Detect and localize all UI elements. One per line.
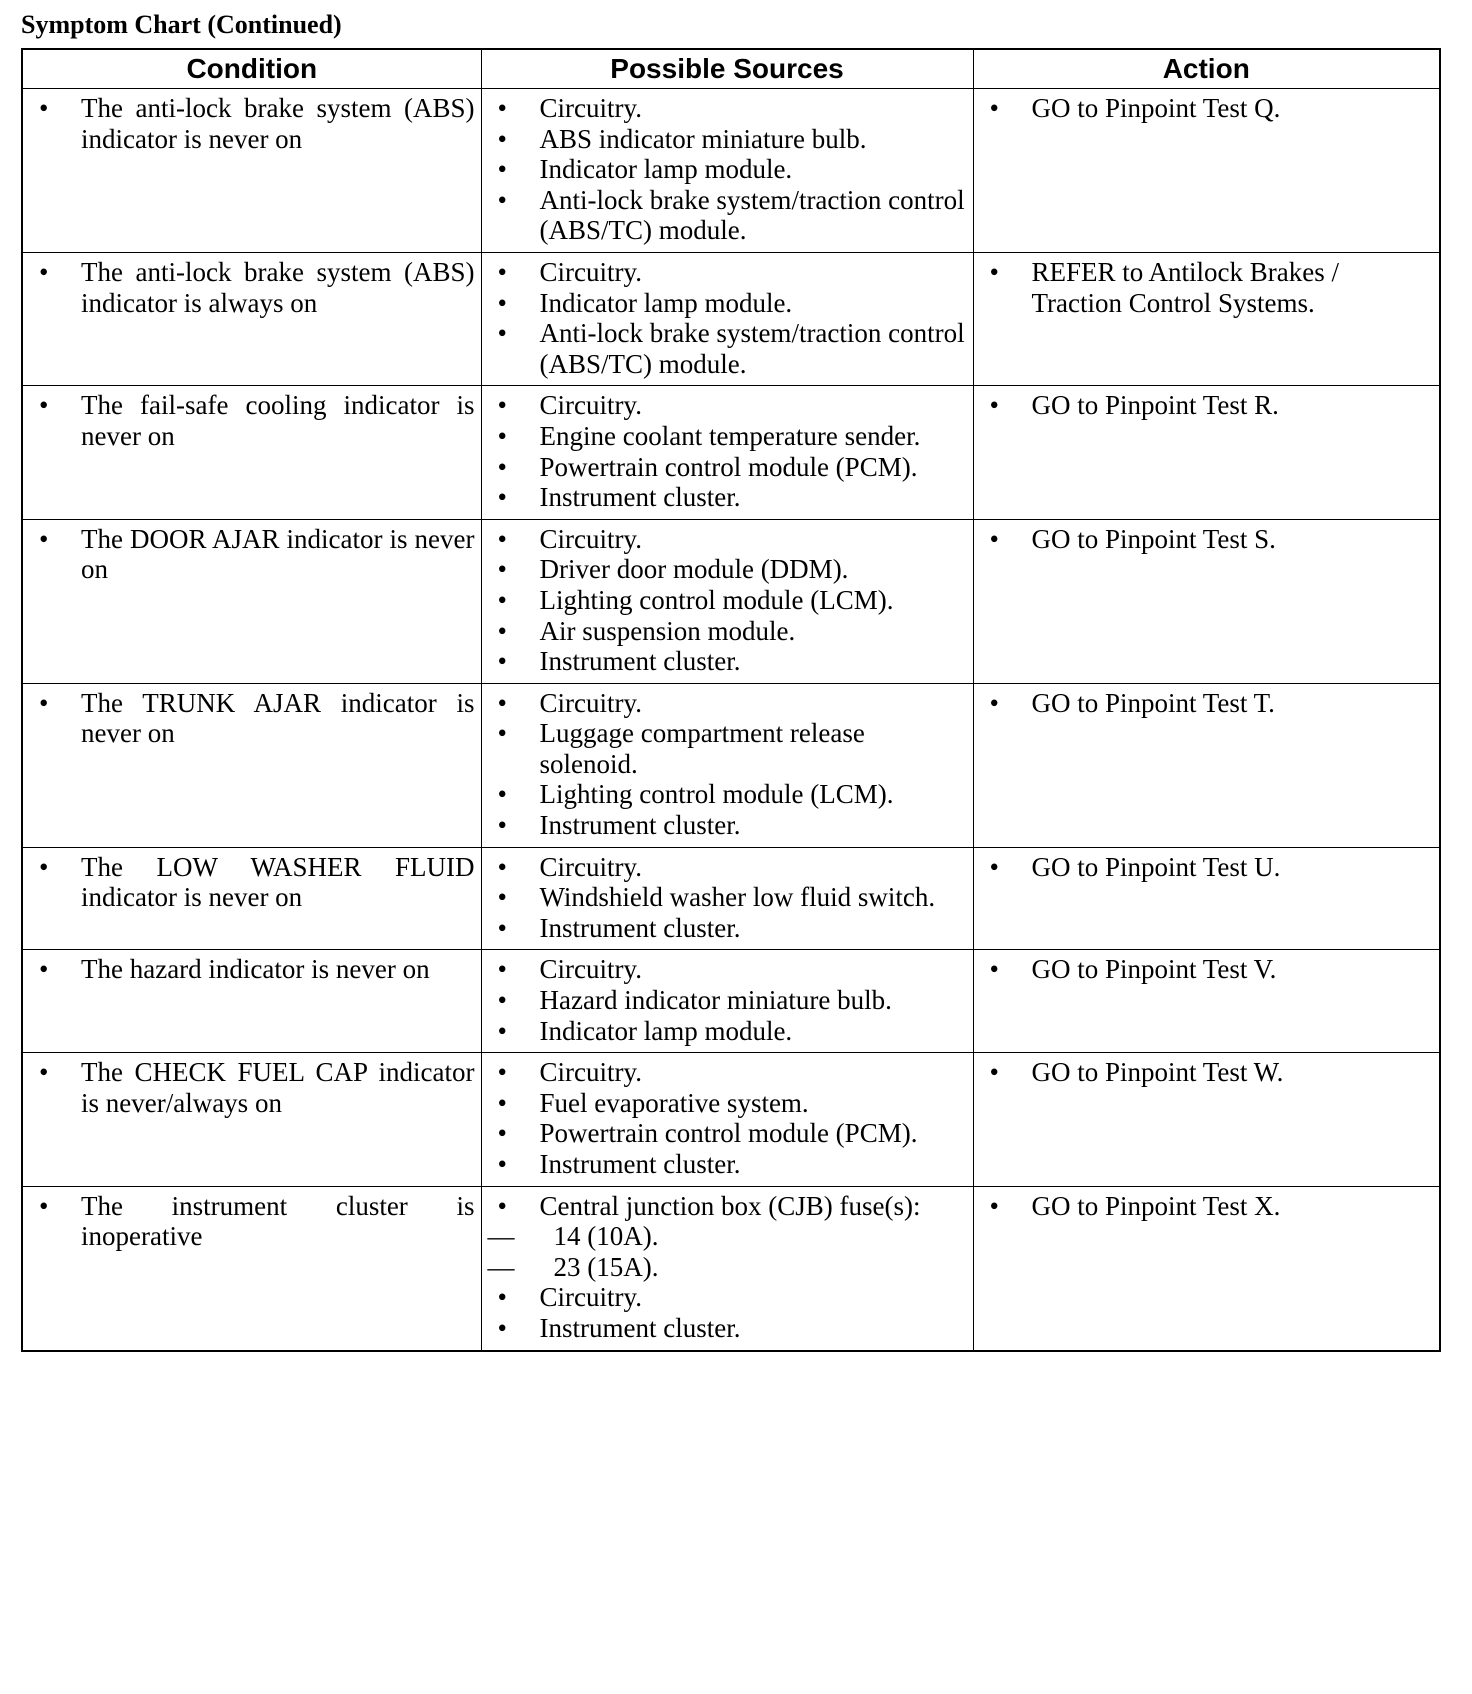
action-cell — [973, 386, 1440, 519]
source-text: Circuitry. — [539, 1282, 642, 1313]
source-text: Indicator lamp module. — [539, 1015, 793, 1046]
action-text: • GO to Pinpoint Test S. — [980, 524, 1434, 555]
source-text: Circuitry. — [539, 523, 642, 554]
condition-text: • The DOOR AJAR indicator is never on — [29, 524, 475, 585]
possible-sources-cell — [481, 1053, 973, 1186]
source-item — [488, 954, 967, 985]
table-row — [22, 1053, 1440, 1186]
fuse-item: — 23 (15A). — [488, 1252, 967, 1283]
sources-list — [488, 390, 967, 512]
condition-text: • The LOW WASHER FLUID indicator is never on — [29, 852, 475, 913]
source-item — [488, 93, 967, 124]
source-text: Windshield washer low fluid switch. — [539, 882, 936, 913]
source-item — [488, 554, 967, 585]
source-item — [488, 810, 967, 841]
header-action: Action — [973, 49, 1440, 89]
source-text: Luggage compartment release solenoid. — [539, 718, 865, 779]
source-item — [488, 882, 967, 913]
source-text: Circuitry. — [539, 851, 642, 882]
sources-list — [488, 852, 967, 944]
source-item — [488, 1191, 967, 1283]
source-text: Instrument cluster. — [539, 482, 741, 513]
condition-cell — [22, 847, 481, 950]
sources-list — [488, 524, 967, 677]
table-body — [22, 89, 1440, 1351]
action-text: • GO to Pinpoint Test R. — [980, 390, 1434, 421]
source-text: Circuitry. — [539, 1057, 642, 1088]
source-item — [488, 482, 967, 513]
action-cell — [973, 683, 1440, 847]
condition-text: • The hazard indicator is never on — [29, 954, 475, 985]
source-item — [488, 688, 967, 719]
action-cell — [973, 1053, 1440, 1186]
action-text: • GO to Pinpoint Test X. — [980, 1191, 1434, 1222]
condition-text: • The anti-lock brake system (ABS) indicator is always on — [29, 257, 475, 318]
source-text: Instrument cluster. — [539, 912, 741, 943]
source-item — [488, 390, 967, 421]
condition-text: • The CHECK FUEL CAP indicator is never/always on — [29, 1057, 475, 1118]
source-item — [488, 1282, 967, 1313]
source-item — [488, 318, 967, 379]
condition-text: • The anti-lock brake system (ABS) indicator is never on — [29, 93, 475, 154]
sources-list — [488, 93, 967, 246]
possible-sources-cell — [481, 519, 973, 683]
source-item — [488, 1016, 967, 1047]
source-text: Circuitry. — [539, 390, 642, 421]
action-text: • GO to Pinpoint Test V. — [980, 954, 1434, 985]
condition-cell — [22, 252, 481, 385]
source-item — [488, 257, 967, 288]
condition-cell — [22, 950, 481, 1053]
header-possible-sources: Possible Sources — [481, 49, 973, 89]
condition-text: • The TRUNK AJAR indicator is never on — [29, 688, 475, 749]
table-row — [22, 519, 1440, 683]
sources-list — [488, 1191, 967, 1344]
source-text: Engine coolant temperature sender. — [539, 420, 921, 451]
document-page — [21, 8, 1439, 1352]
header-condition: Condition — [22, 49, 481, 89]
source-item — [488, 985, 967, 1016]
source-text: Powertrain control module (PCM). — [539, 451, 918, 482]
table-row — [22, 950, 1440, 1053]
source-item — [488, 288, 967, 319]
fuse-sublist — [540, 1221, 967, 1282]
source-text: Lighting control module (LCM). — [539, 584, 894, 615]
source-item — [488, 524, 967, 555]
condition-cell — [22, 1053, 481, 1186]
condition-text: • The instrument cluster is inoperative — [29, 1191, 475, 1252]
possible-sources-cell — [481, 683, 973, 847]
source-text: Lighting control module (LCM). — [539, 779, 894, 810]
possible-sources-cell — [481, 89, 973, 253]
condition-cell — [22, 683, 481, 847]
action-cell — [973, 89, 1440, 253]
page-title: Symptom Chart (Continued) — [21, 10, 342, 39]
source-text: Anti-lock brake system/traction control (ABS/TC) module. — [539, 318, 965, 379]
table-row — [22, 252, 1440, 385]
source-text: ABS indicator miniature bulb. — [539, 123, 867, 154]
table-row — [22, 1186, 1440, 1350]
source-text: Powertrain control module (PCM). — [539, 1118, 918, 1149]
source-item — [488, 154, 967, 185]
symptom-chart-table — [21, 48, 1441, 1352]
condition-cell — [22, 89, 481, 253]
action-text: • GO to Pinpoint Test Q. — [980, 93, 1434, 124]
table-row — [22, 386, 1440, 519]
action-cell — [973, 847, 1440, 950]
sources-list — [488, 1057, 967, 1179]
condition-text: • The fail-safe cooling indicator is never on — [29, 390, 475, 451]
source-text: Fuel evaporative system. — [539, 1087, 809, 1118]
source-text: Hazard indicator miniature bulb. — [539, 985, 892, 1016]
source-text: Circuitry. — [539, 256, 642, 287]
action-cell — [973, 1186, 1440, 1350]
source-text: Indicator lamp module. — [539, 154, 793, 185]
possible-sources-cell — [481, 847, 973, 950]
source-item — [488, 1149, 967, 1180]
source-item — [488, 421, 967, 452]
possible-sources-cell — [481, 252, 973, 385]
sources-list — [488, 257, 967, 379]
source-item — [488, 185, 967, 246]
source-item — [488, 585, 967, 616]
source-text: Instrument cluster. — [539, 646, 741, 677]
source-text: Instrument cluster. — [539, 1149, 741, 1179]
source-item — [488, 1118, 967, 1149]
possible-sources-cell — [481, 386, 973, 519]
source-text: Instrument cluster. — [539, 810, 741, 841]
source-item — [488, 852, 967, 883]
source-text: Indicator lamp module. — [539, 287, 793, 318]
action-text: • GO to Pinpoint Test W. — [980, 1057, 1434, 1088]
source-text: Driver door module (DDM). — [539, 554, 849, 585]
source-item — [488, 124, 967, 155]
source-text: Circuitry. — [539, 954, 642, 985]
source-item — [488, 646, 967, 677]
source-text: Instrument cluster. — [539, 1312, 741, 1343]
action-cell — [973, 519, 1440, 683]
action-cell — [973, 252, 1440, 385]
source-item — [488, 913, 967, 944]
source-text: Circuitry. — [539, 93, 642, 123]
source-text: Air suspension module. — [539, 615, 796, 646]
sources-list — [488, 954, 967, 1046]
source-item — [488, 452, 967, 483]
condition-cell — [22, 386, 481, 519]
possible-sources-cell — [481, 1186, 973, 1350]
table-row — [22, 683, 1440, 847]
fuse-item: — 14 (10A). — [488, 1221, 967, 1252]
possible-sources-cell — [481, 950, 973, 1053]
action-text: • GO to Pinpoint Test U. — [980, 852, 1434, 883]
source-item — [488, 1057, 967, 1088]
condition-cell — [22, 1186, 481, 1350]
source-item — [488, 779, 967, 810]
source-item — [488, 1088, 967, 1119]
source-text: Central junction box (CJB) fuse(s): — [539, 1190, 921, 1221]
source-text: Anti-lock brake system/traction control (ABS/TC) module. — [539, 184, 965, 246]
table-row — [22, 89, 1440, 253]
source-item — [488, 1313, 967, 1344]
sources-list — [488, 688, 967, 841]
table-row — [22, 847, 1440, 950]
source-item — [488, 718, 967, 779]
table-header-row — [22, 49, 1440, 89]
action-text: • GO to Pinpoint Test T. — [980, 688, 1434, 719]
action-cell — [973, 950, 1440, 1053]
source-item — [488, 616, 967, 647]
action-text: • REFER to Antilock Brakes / Traction Control Systems. — [980, 257, 1434, 318]
condition-cell — [22, 519, 481, 683]
source-text: Circuitry. — [539, 687, 642, 718]
